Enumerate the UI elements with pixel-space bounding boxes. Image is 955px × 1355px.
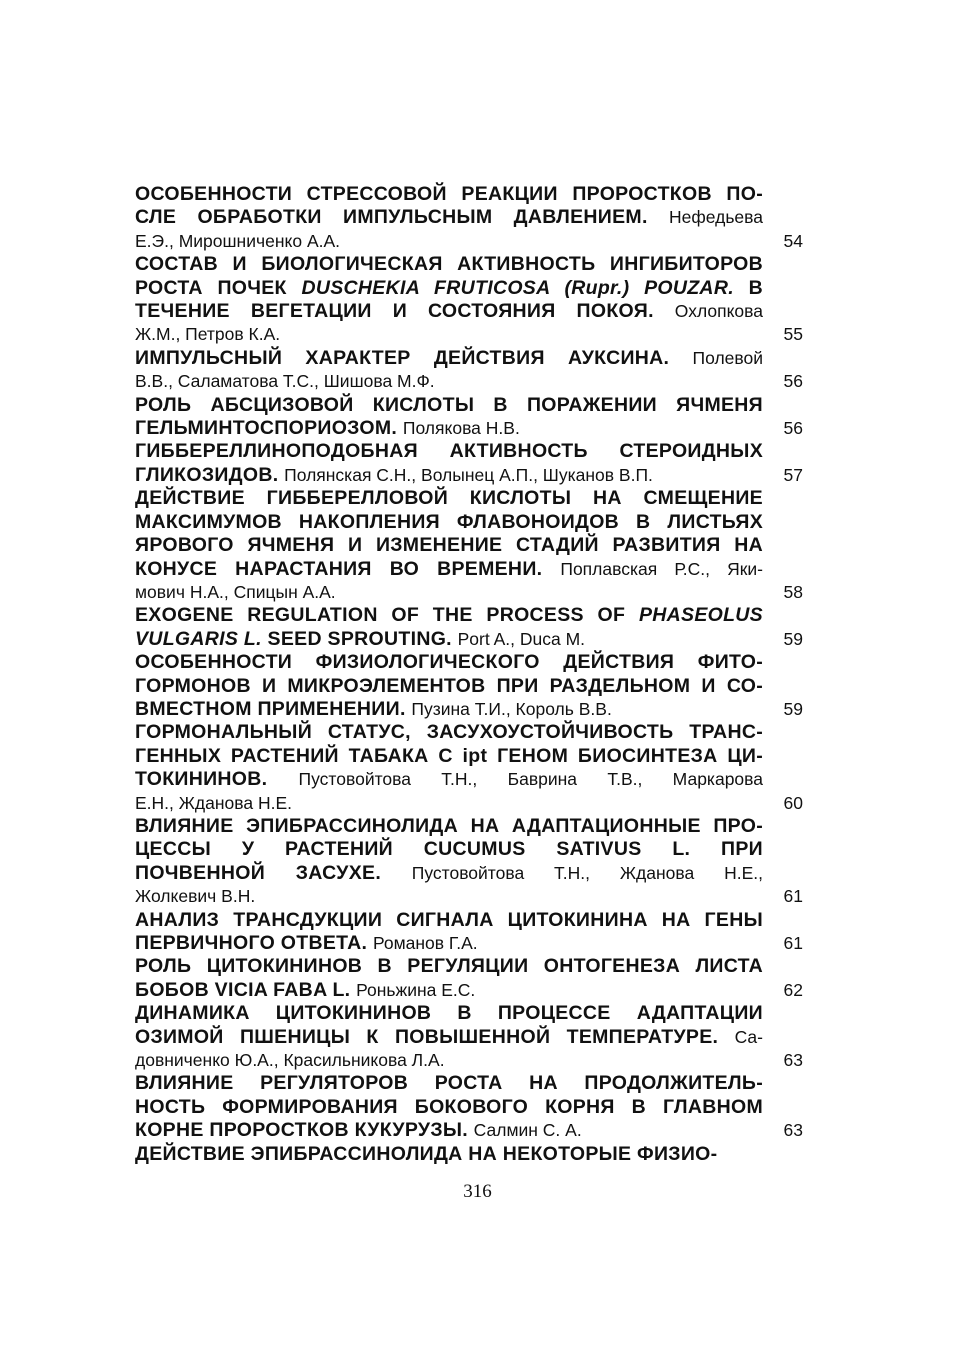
toc-entry: [135, 604, 803, 651]
toc-line: ОСОБЕННОСТИ ФИЗИОЛОГИЧЕСКОГО ДЕЙСТВИЯ ФИТО-: [135, 651, 763, 674]
toc-line: ТОКИНИНОВ. Пустовойтова Т.Н., Баврина Т.В., Маркарова: [135, 768, 763, 791]
toc-entry-text: [135, 1072, 803, 1142]
toc-line: довниченко Ю.А., Красильникова Л.А.: [135, 1050, 445, 1071]
toc-entry-text: [135, 1002, 803, 1072]
toc-page-number: 62: [783, 979, 803, 1000]
toc-line: РОЛЬ АБСЦИЗОВОЙ КИСЛОТЫ В ПОРАЖЕНИИ ЯЧМЕНЯ: [135, 393, 763, 416]
toc-entry-text: [135, 1143, 803, 1166]
toc-entry-text: [135, 487, 803, 604]
toc-entry-text: [135, 651, 803, 721]
toc-entry-text: [135, 815, 803, 909]
toc-line: Е.Э., Мирошниченко А.А.: [135, 230, 341, 251]
toc-page-number: 63: [783, 1120, 803, 1141]
toc-line: ЯРОВОГО ЯЧМЕНЯ И ИЗМЕНЕНИЕ СТАДИЙ РАЗВИТИЯ НА: [135, 534, 763, 557]
toc-line: СОСТАВ И БИОЛОГИЧЕСКАЯ АКТИВНОСТЬ ИНГИБИТОРОВ: [135, 253, 763, 276]
toc-entry: [135, 440, 803, 487]
toc-line: ВМЕСТНОМ ПРИМЕНЕНИИ. Пузина Т.И., Король В.В.: [135, 697, 612, 720]
toc-entry-text: [135, 604, 803, 651]
toc-page-number: 61: [783, 886, 803, 907]
toc-line: ДИНАМИКА ЦИТОКИНИНОВ В ПРОЦЕССЕ АДАПТАЦИИ: [135, 1002, 763, 1025]
toc-entry: [135, 253, 803, 347]
toc-line: ЦЕССЫ У РАСТЕНИЙ CUCUMUS SATIVUS L. ПРИ: [135, 838, 763, 861]
toc-line: Жолкевич В.Н.: [135, 886, 256, 907]
toc-line: ПЕРВИЧНОГО ОТВЕТА. Романов Г.А.: [135, 932, 478, 954]
toc-line: ОЗИМОЙ ПШЕНИЦЫ К ПОВЫШЕННОЙ ТЕМПЕРАТУРЕ. Са-: [135, 1025, 763, 1048]
toc-entry-text: [135, 183, 803, 253]
toc-line: СЛЕ ОБРАБОТКИ ИМПУЛЬСНЫМ ДАВЛЕНИЕМ. Нефедьева: [135, 206, 763, 229]
toc-entry-text: [135, 253, 803, 347]
toc-line: ТЕЧЕНИЕ ВЕГЕТАЦИИ И СОСТОЯНИЯ ПОКОЯ. Охлопкова: [135, 300, 763, 323]
toc-line: ДЕЙСТВИЕ ЭПИБРАССИНОЛИДА НА НЕКОТОРЫЕ ФИЗИО-: [135, 1142, 718, 1165]
toc-entry: [135, 909, 803, 956]
toc-line: НОСТЬ ФОРМИРОВАНИЯ БОКОВОГО КОРНЯ В ГЛАВНОМ: [135, 1095, 763, 1118]
toc-page-number: 55: [783, 324, 803, 345]
toc-line: ДЕЙСТВИЕ ГИББЕРЕЛЛОВОЙ КИСЛОТЫ НА СМЕЩЕНИЕ: [135, 487, 763, 510]
toc-entry: [135, 183, 803, 253]
toc-entry: [135, 394, 803, 441]
toc-line: VULGARIS L. SEED SPROUTING. Port A., Duca M.: [135, 627, 586, 650]
toc-line: ОСОБЕННОСТИ СТРЕССОВОЙ РЕАКЦИИ ПРОРОСТКОВ ПО-: [135, 183, 763, 205]
toc-line: ИМПУЛЬСНЫЙ ХАРАКТЕР ДЕЙСТВИЯ АУКСИНА. Полевой: [135, 346, 763, 369]
toc-line: ГОРМОНАЛЬНЫЙ СТАТУС, ЗАСУХОУСТОЙЧИВОСТЬ ТРАНС-: [135, 721, 763, 744]
toc-page-number: 58: [783, 581, 803, 602]
toc-line: РОЛЬ ЦИТОКИНИНОВ В РЕГУЛЯЦИИ ОНТОГЕНЕЗА ЛИСТА: [135, 955, 763, 978]
toc-line: ГЛИКОЗИДОВ. Полянская С.Н., Волынец А.П., Шуканов В.П.: [135, 463, 653, 486]
toc-line: мович Н.А., Спицын А.А.: [135, 581, 336, 602]
toc-page-number: 63: [783, 1050, 803, 1071]
toc-line: Ж.М., Петров К.А.: [135, 324, 281, 345]
toc-entry-text: [135, 347, 803, 394]
toc-entry: [135, 815, 803, 909]
toc-entry: [135, 487, 803, 604]
toc-entry-text: [135, 721, 803, 815]
toc-line: ВЛИЯНИЕ ЭПИБРАССИНОЛИДА НА АДАПТАЦИОННЫЕ ПРО-: [135, 814, 763, 837]
toc-page-number: 56: [783, 418, 803, 439]
toc-line: Е.Н., Жданова Н.Е.: [135, 792, 292, 813]
toc-page-number: 60: [783, 792, 803, 813]
toc-line: ВЛИЯНИЕ РЕГУЛЯТОРОВ РОСТА НА ПРОДОЛЖИТЕЛЬ-: [135, 1072, 763, 1095]
toc-line: ПОЧВЕННОЙ ЗАСУХЕ. Пустовойтова Т.Н., Жданова Н.Е.,: [135, 861, 763, 884]
toc-page-number: 57: [783, 464, 803, 485]
toc-page-number: 56: [783, 371, 803, 392]
toc-page-number: 59: [783, 628, 803, 649]
toc-entry-text: [135, 955, 803, 1002]
table-of-contents: [135, 183, 803, 1166]
toc-line: EXOGENE REGULATION OF THE PROCESS OF PHASEOLUS: [135, 604, 763, 627]
toc-line: КОНУСЕ НАРАСТАНИЯ ВО ВРЕМЕНИ. Поплавская Р.С., Яки-: [135, 557, 764, 580]
toc-line: МАКСИМУМОВ НАКОПЛЕНИЯ ФЛАВОНОИДОВ В ЛИСТЬЯХ: [135, 510, 763, 533]
toc-page-number: 61: [783, 933, 803, 953]
toc-entry-text: [135, 394, 803, 441]
toc-entry: [135, 955, 803, 1002]
toc-line: ГЕННЫХ РАСТЕНИЙ ТАБАКА С ipt ГЕНОМ БИОСИНТЕЗА ЦИ-: [135, 744, 763, 767]
toc-entry: [135, 1072, 803, 1142]
toc-entry-text: [135, 909, 803, 956]
toc-line: КОРНЕ ПРОРОСТКОВ КУКУРУЗЫ. Салмин С. А.: [135, 1119, 582, 1142]
toc-line: БОБОВ VICIA FABA L. Роньжина Е.С.: [135, 978, 476, 1001]
toc-entry: [135, 1143, 803, 1166]
toc-line: ГИББЕРЕЛЛИНОПОДОБНАЯ АКТИВНОСТЬ СТЕРОИДНЫХ: [135, 440, 763, 463]
toc-page-number: 54: [783, 230, 803, 251]
toc-page-number: 59: [783, 698, 803, 719]
toc-entry: [135, 721, 803, 815]
page-number: 316: [463, 1181, 492, 1202]
toc-line: ГЕЛЬМИНТОСПОРИОЗОМ. Полякова Н.В.: [135, 417, 520, 440]
toc-line: АНАЛИЗ ТРАНСДУКЦИИ СИГНАЛА ЦИТОКИНИНА НА ГЕНЫ: [135, 908, 763, 931]
toc-entry: [135, 651, 803, 721]
toc-line: РОСТА ПОЧЕК DUSCHEKIA FRUTICOSA (Rupr.) POUZAR. В: [135, 276, 763, 299]
toc-entry: [135, 1002, 803, 1072]
toc-line: ГОРМОНОВ И МИКРОЭЛЕМЕНТОВ ПРИ РАЗДЕЛЬНОМ И СО-: [135, 674, 763, 697]
toc-entry-text: [135, 440, 803, 487]
toc-line: В.В., Саламатова Т.С., Шишова М.Ф.: [135, 371, 435, 392]
toc-entry: [135, 347, 803, 394]
